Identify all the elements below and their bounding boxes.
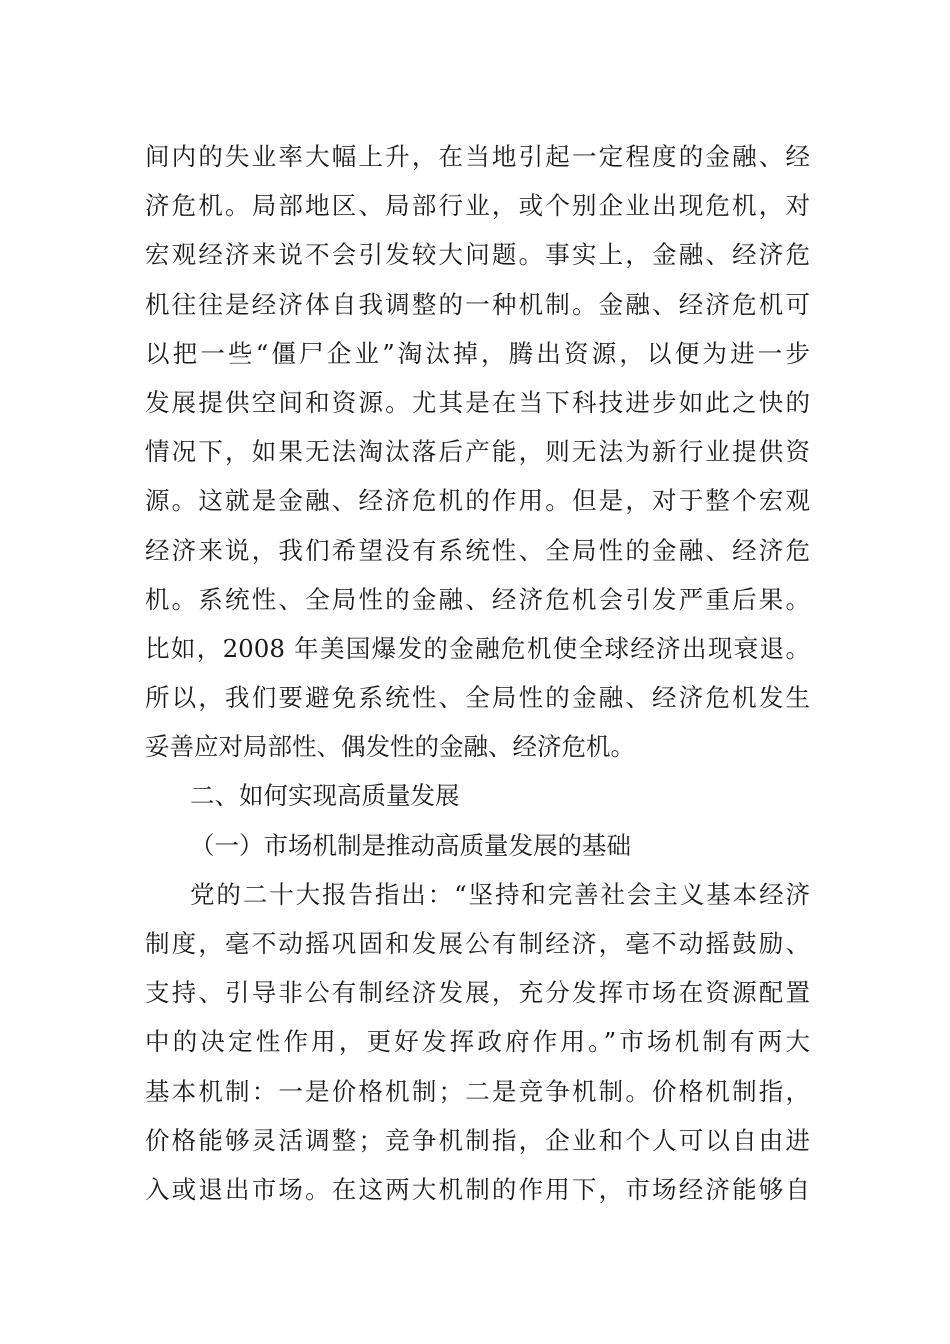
- text-line: 所以，我们要避免系统性、全局性的金融、经济危机发生: [145, 683, 810, 713]
- text-line: 经济来说，我们希望没有系统性、全局性的金融、经济危: [145, 535, 810, 565]
- text-line: 发展提供空间和资源。尤其是在当下科技进步如此之快的: [145, 387, 810, 417]
- text-line: 宏观经济来说不会引发较大问题。事实上，金融、经济危: [145, 240, 810, 270]
- text-line: 比如，2008 年美国爆发的金融危机使全球经济出现衰退。: [145, 633, 810, 663]
- body-text: [145, 132, 810, 1214]
- text-line: 济危机。局部地区、局部行业，或个别企业出现危机，对: [145, 191, 810, 221]
- text-line: 制度，毫不动摇巩固和发展公有制经济，毫不动摇鼓励、: [145, 929, 810, 958]
- subsection-heading: （一）市场机制是推动高质量发展的基础: [190, 830, 631, 860]
- text-line: 间内的失业率大幅上升，在当地引起一定程度的金融、经: [145, 142, 810, 171]
- text-line: 入或退出市场。在这两大机制的作用下，市场经济能够自: [145, 1174, 810, 1204]
- paragraph-first-line: 党的二十大报告指出：“坚持和完善社会主义基本经济: [190, 879, 810, 909]
- text-line: 机。系统性、全局性的金融、经济危机会引发严重后果。: [145, 584, 810, 614]
- text-line: 支持、引导非公有制经济发展，充分发挥市场在资源配置: [145, 978, 810, 1008]
- text-line: 基本机制：一是价格机制；二是竞争机制。价格机制指，: [145, 1076, 810, 1106]
- text-line: 价格能够灵活调整；竞争机制指，企业和个人可以自由进: [145, 1125, 810, 1155]
- text-line-paragraph-end: 妥善应对局部性、偶发性的金融、经济危机。: [145, 732, 635, 762]
- text-line: 机往往是经济体自我调整的一种机制。金融、经济危机可: [145, 289, 810, 319]
- text-line: 情况下，如果无法淘汰落后产能，则无法为新行业提供资: [145, 437, 810, 467]
- section-heading: 二、如何实现高质量发展: [190, 781, 460, 811]
- text-line: 中的决定性作用，更好发挥政府作用。”市场机制有两大: [145, 1027, 810, 1057]
- text-line: 源。这就是金融、经济危机的作用。但是，对于整个宏观: [145, 486, 810, 516]
- text-line: 以把一些“僵尸企业”淘汰掉，腾出资源，以便为进一步: [145, 338, 810, 368]
